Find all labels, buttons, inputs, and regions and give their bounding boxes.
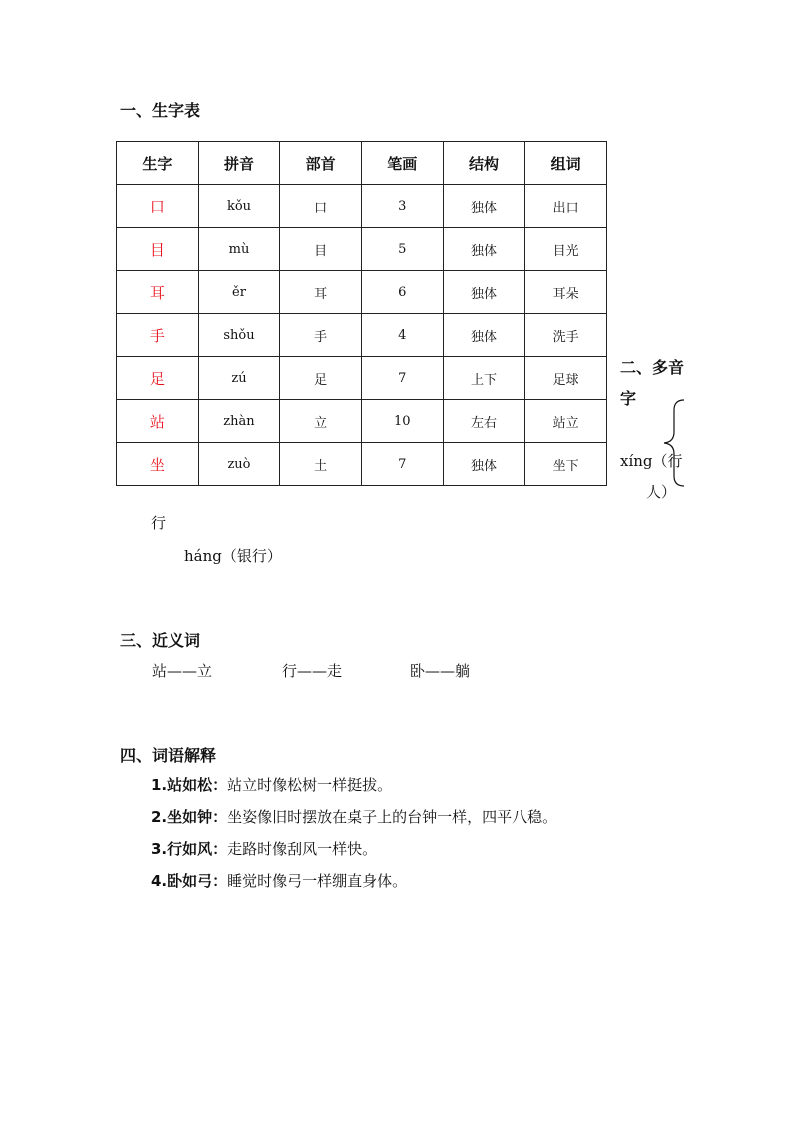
section1-title: 一、生字表: [120, 101, 201, 120]
strokes-cell: 6: [361, 271, 443, 314]
table-header: 生字: [117, 142, 199, 185]
pinyin-cell: zhàn: [198, 400, 280, 443]
pinyin-cell: kǒu: [198, 185, 280, 228]
table-row: [117, 443, 607, 486]
definition-text: 睡觉时像弓一样绷直身体。: [227, 872, 408, 890]
definition-item: [151, 870, 407, 891]
pinyin-cell: ěr: [198, 271, 280, 314]
pinyin-cell: shǒu: [198, 314, 280, 357]
radical-cell: 立: [280, 400, 362, 443]
word-cell: 站立: [525, 400, 607, 443]
table-row: [117, 357, 607, 400]
structure-cell: 独体: [443, 185, 525, 228]
synonym-pair: 行——走: [282, 662, 343, 680]
table-header: 组词: [525, 142, 607, 185]
word-cell: 坐下: [525, 443, 607, 486]
synonym-pair: 站——立: [152, 662, 213, 680]
table-row: [117, 271, 607, 314]
structure-cell: 独体: [443, 228, 525, 271]
definition-term: 2.坐如钟：: [151, 808, 228, 826]
table-row: [117, 400, 607, 443]
definition-item: [151, 838, 377, 859]
radical-cell: 土: [280, 443, 362, 486]
structure-cell: 独体: [443, 443, 525, 486]
radical-cell: 目: [280, 228, 362, 271]
word-cell: 目光: [525, 228, 607, 271]
table-header-row: [117, 142, 607, 185]
word-cell: 洗手: [525, 314, 607, 357]
word-cell: 耳朵: [525, 271, 607, 314]
strokes-cell: 3: [361, 185, 443, 228]
definition-text: 坐姿像旧时摆放在桌子上的台钟一样，四平八稳。: [227, 808, 558, 826]
section3-title: 三、近义词: [120, 631, 201, 650]
table-header: 结构: [443, 142, 525, 185]
definition-term: 3.行如风：: [151, 840, 228, 858]
structure-cell: 左右: [443, 400, 525, 443]
strokes-cell: 7: [361, 443, 443, 486]
word-cell: 出口: [525, 185, 607, 228]
character-cell: 耳: [117, 271, 199, 314]
table-header: 部首: [280, 142, 362, 185]
character-cell: 口: [117, 185, 199, 228]
definition-term: 4.卧如弓：: [151, 872, 228, 890]
table-row: [117, 185, 607, 228]
table-body: [117, 185, 607, 486]
structure-cell: 独体: [443, 314, 525, 357]
vocab-table: [116, 141, 607, 486]
pinyin-cell: zú: [198, 357, 280, 400]
definition-term: 1.站如松：: [151, 776, 228, 794]
definition-text: 站立时像松树一样挺拔。: [227, 776, 393, 794]
pinyin-cell: zuò: [198, 443, 280, 486]
strokes-cell: 7: [361, 357, 443, 400]
synonym-pair: 卧——躺: [410, 662, 471, 680]
polyphone-character: 行: [151, 514, 167, 532]
character-cell: 站: [117, 400, 199, 443]
table-header: 拼音: [198, 142, 280, 185]
table-row: [117, 314, 607, 357]
radical-cell: 口: [280, 185, 362, 228]
strokes-cell: 5: [361, 228, 443, 271]
strokes-cell: 10: [361, 400, 443, 443]
word-cell: 足球: [525, 357, 607, 400]
pinyin-cell: mù: [198, 228, 280, 271]
table-header: 笔画: [361, 142, 443, 185]
reading-hang: háng（银行）: [184, 547, 282, 565]
character-cell: 手: [117, 314, 199, 357]
definition-item: [151, 806, 557, 827]
character-cell: 目: [117, 228, 199, 271]
structure-cell: 独体: [443, 271, 525, 314]
structure-cell: 上下: [443, 357, 525, 400]
curly-brace-icon: [660, 398, 686, 488]
section4-title: 四、词语解释: [120, 746, 217, 765]
character-cell: 足: [117, 357, 199, 400]
section2-title-line1: 二、多音: [620, 358, 685, 377]
radical-cell: 耳: [280, 271, 362, 314]
character-cell: 坐: [117, 443, 199, 486]
table-row: [117, 228, 607, 271]
strokes-cell: 4: [361, 314, 443, 357]
definition-item: [151, 774, 392, 795]
definition-text: 走路时像刮风一样快。: [227, 840, 378, 858]
reading-xing-line1: xíng（行: [620, 452, 683, 470]
radical-cell: 足: [280, 357, 362, 400]
section2-title-line2: 字: [620, 389, 637, 408]
reading-xing-line2: 人）: [646, 483, 677, 501]
radical-cell: 手: [280, 314, 362, 357]
